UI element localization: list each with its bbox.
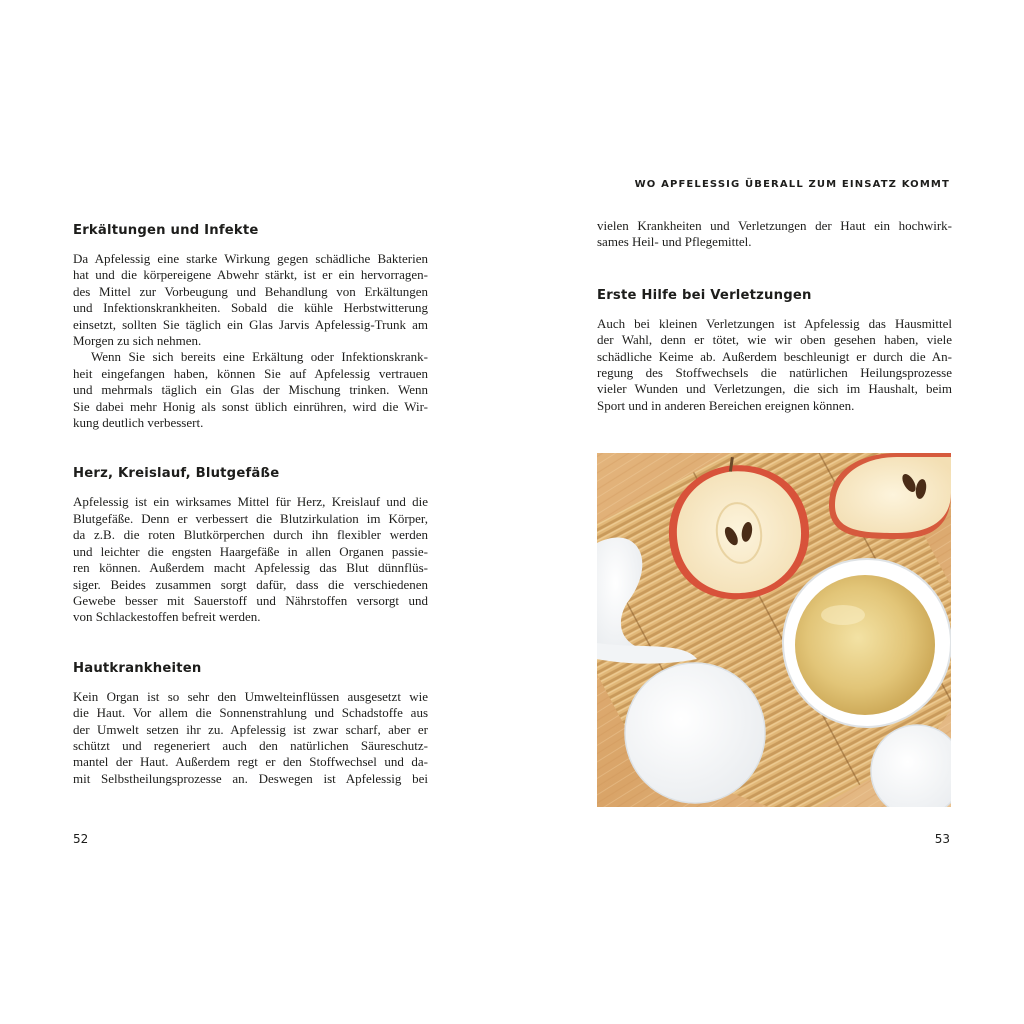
text-line: Da Apfelessig eine starke Wirkung gegen schädliche Bakterien <box>73 251 428 266</box>
section-heading: Erste Hilfe bei Verletzungen <box>597 287 812 303</box>
text-line: von Schlackestoffen befreit werden. <box>73 609 261 625</box>
text-line: und Infektionskrankheiten. Sobald die kühle Herbstwitterung <box>73 300 428 316</box>
paragraph <box>73 494 428 625</box>
paragraph <box>73 349 428 431</box>
page-number: 52 <box>73 832 89 846</box>
continued-paragraph <box>597 218 952 251</box>
text-line: Gewebe besser mit Sauerstoff und Nährstoffen versorgt und <box>73 592 428 608</box>
text-line: sames Heil- und Pflegemittel. <box>597 234 752 250</box>
section-erkaeltungen <box>73 222 428 431</box>
text-line: mantel der Haut. Außerdem regt er den Stoffwechsel und da- <box>73 754 428 770</box>
text-line: des Mittel zur Vorbeugung und Behandlung von Erkältungen <box>73 283 428 299</box>
right-page <box>512 0 1024 1024</box>
text-line: hat und die körpereigene Abwehr stärkt, ist er ein hervorragen- <box>73 267 428 283</box>
page-number: 53 <box>934 832 950 846</box>
text-line: schädliche Keime ab. Außerdem beschleunigt er durch die An- <box>597 348 952 364</box>
section-hautkrankheiten <box>73 660 428 787</box>
text-line: siger. Beides zusammen sorgt dafür, dass die verschiedenen <box>73 576 428 592</box>
text-line: der Wahl, denn er tötet, wie wir oben gesehen haben, viele <box>597 332 952 348</box>
apple-vinegar-photo <box>597 453 951 807</box>
text-line: der Umwelt setzen ihr zu. Apfelessig ist zwar scharf, aber er <box>73 721 428 737</box>
text-line: heit eingefangen haben, können Sie auf Apfelessig vertrauen <box>73 365 428 381</box>
text-line: Blutgefäße. Denn er verbessert die Blutzirkulation im Körper, <box>73 510 428 526</box>
running-head: WO APFELESSIG ÜBERALL ZUM EINSATZ KOMMT <box>634 179 950 190</box>
text-line: die Haut. Vor allem die Sonnenstrahlung und Schadstoffe aus <box>73 705 428 721</box>
text-line: ren können. Außerdem macht Apfelessig das Blut dünnflüs- <box>73 560 428 576</box>
text-line: und mehrmals täglich ein Glas der Mischung trinken. Wenn <box>73 382 428 398</box>
left-column <box>73 222 428 787</box>
text-line: vielen Krankheiten und Verletzungen der Haut ein hochwirk- <box>597 218 952 233</box>
section-heading: Herz, Kreislauf, Blutgefäße <box>73 466 280 482</box>
text-line: Apfelessig ist ein wirksames Mittel für Herz, Kreislauf und die <box>73 494 428 510</box>
text-line: Sport und in anderen Bereichen ereignen können. <box>597 397 855 413</box>
section-heading: Hautkrankheiten <box>73 660 202 676</box>
text-line: Wenn Sie sich bereits eine Erkältung oder Infektionskrank- <box>91 349 428 365</box>
section-herz-kreislauf <box>73 465 428 625</box>
right-column <box>597 218 952 414</box>
text-line: einsetzt, sollten Sie täglich ein Glas Jarvis Apfelessig-Trunk am <box>73 316 428 332</box>
paragraph <box>597 316 952 414</box>
paragraph <box>73 251 428 349</box>
text-line: Kein Organ ist so sehr den Umwelteinflüssen ausgesetzt wie <box>73 688 428 704</box>
text-line: schützt und regeneriert auch den natürlichen Säureschutz- <box>73 737 428 753</box>
section-heading: Erkältungen und Infekte <box>73 223 259 238</box>
paragraph <box>73 689 428 787</box>
text-line: mit Selbstheilungsprozesse an. Deswegen ist Apfelessig bei <box>73 770 428 786</box>
text-line: vieler Wunden und Verletzungen, die sich im Haushalt, beim <box>597 381 952 397</box>
text-line: kung deutlich verbessert. <box>73 415 204 431</box>
text-line: Auch bei kleinen Verletzungen ist Apfelessig das Hausmittel <box>597 315 952 331</box>
text-line: regung des Stoffwechsels die natürlichen Heilungsprozesse <box>597 365 952 381</box>
text-line: Morgen zu sich nehmen. <box>73 333 202 349</box>
text-line: da z.B. die roten Blutkörperchen durch ihn flexibler werden <box>73 527 428 543</box>
text-line: Sie dabei mehr Honig als sonst üblich einrühren, wird die Wir- <box>73 398 428 414</box>
section-erste-hilfe <box>597 287 952 414</box>
text-line: und leichter die engsten Haargefäße in allen Organen passie- <box>73 543 428 559</box>
